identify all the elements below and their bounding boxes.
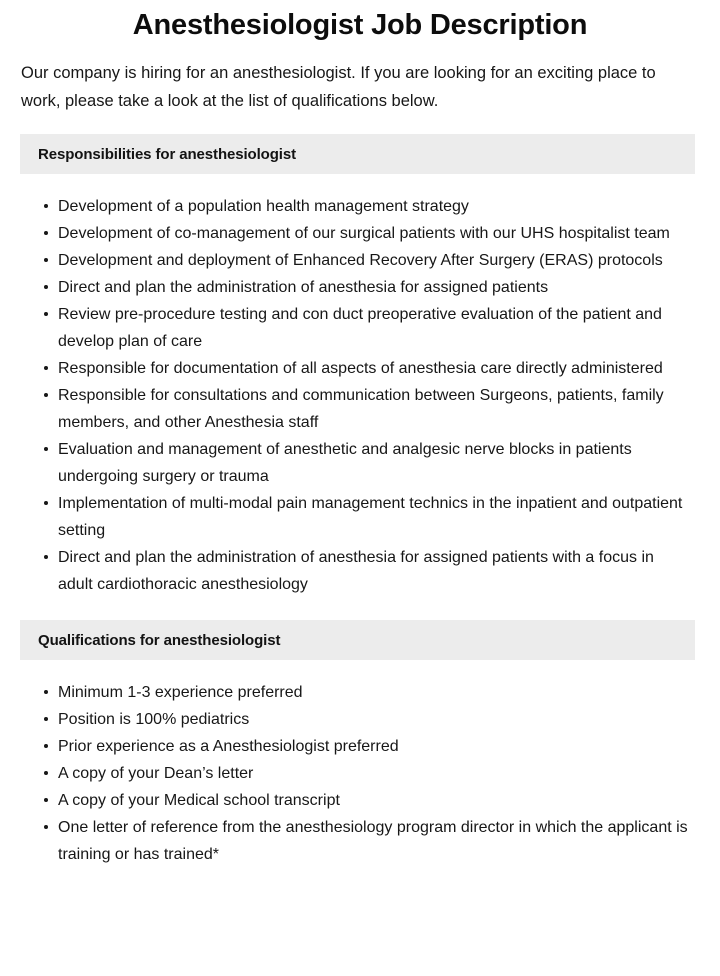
list-item-text: Minimum 1-3 experience preferred xyxy=(58,684,303,701)
list-item-text: Development of co-management of our surgical patients with our UHS hospitalist team xyxy=(58,225,670,242)
disc-bullet-icon xyxy=(44,285,48,289)
disc-bullet-icon xyxy=(44,231,48,235)
list-item-text: Prior experience as a Anesthesiologist preferred xyxy=(58,738,399,755)
list-item xyxy=(0,706,720,733)
page-title: Anesthesiologist Job Description xyxy=(132,9,588,41)
disc-bullet-icon xyxy=(44,501,48,505)
section-header-responsibilities xyxy=(20,134,695,174)
section-header-label: Qualifications for anesthesiologist xyxy=(38,631,281,649)
list-item xyxy=(0,274,720,301)
list-item xyxy=(0,193,720,220)
list-item-text: Responsible for documentation of all aspects of anesthesia care directly administered xyxy=(58,360,663,377)
intro-paragraph: Our company is hiring for an anesthesiologist. If you are looking for an exciting place to work, please take a look at the list of qualifications below. xyxy=(21,64,656,110)
disc-bullet-icon xyxy=(44,312,48,316)
section-header-qualifications xyxy=(20,620,695,660)
list-item xyxy=(0,787,720,814)
list-item-text: Implementation of multi-modal pain management technics in the inpatient and outpatient setting xyxy=(58,495,683,539)
list-item xyxy=(0,436,720,490)
list-item xyxy=(0,301,720,355)
list-item xyxy=(0,220,720,247)
list-item-text: Direct and plan the administration of anesthesia for assigned patients xyxy=(58,279,549,296)
list-item xyxy=(0,544,720,598)
section-header-label: Responsibilities for anesthesiologist xyxy=(38,145,297,163)
list-item-text: Evaluation and management of anesthetic and analgesic nerve blocks in patients undergoing surgery or trauma xyxy=(58,441,632,485)
disc-bullet-icon xyxy=(44,258,48,262)
section-responsibilities xyxy=(0,134,720,598)
qualifications-list xyxy=(0,660,720,868)
disc-bullet-icon xyxy=(44,717,48,721)
disc-bullet-icon xyxy=(44,690,48,694)
disc-bullet-icon xyxy=(44,825,48,829)
disc-bullet-icon xyxy=(44,366,48,370)
disc-bullet-icon xyxy=(44,447,48,451)
list-item-text: Position is 100% pediatrics xyxy=(58,711,250,728)
list-item-text: Direct and plan the administration of anesthesia for assigned patients with a focus in adult cardiothoracic anesthesiology xyxy=(58,549,654,593)
disc-bullet-icon xyxy=(44,798,48,802)
list-item-text: A copy of your Medical school transcript xyxy=(58,792,340,809)
list-item xyxy=(0,355,720,382)
list-item xyxy=(0,247,720,274)
section-qualifications xyxy=(0,620,720,868)
list-item-text: Responsible for consultations and communication between Surgeons, patients, family members, and other Anesthesia staff xyxy=(58,387,664,431)
list-item xyxy=(0,490,720,544)
list-item xyxy=(0,760,720,787)
list-item-text: A copy of your Dean’s letter xyxy=(58,765,254,782)
list-item-text: One letter of reference from the anesthesiology program director in which the applicant is training or has trained* xyxy=(58,819,688,863)
disc-bullet-icon xyxy=(44,771,48,775)
list-item-text: Development of a population health management strategy xyxy=(58,198,469,215)
responsibilities-list xyxy=(0,174,720,598)
list-item-text: Development and deployment of Enhanced Recovery After Surgery (ERAS) protocols xyxy=(58,252,663,269)
list-item xyxy=(0,814,720,868)
disc-bullet-icon xyxy=(44,204,48,208)
list-item-text: Review pre-procedure testing and con duct preoperative evaluation of the patient and develop plan of care xyxy=(58,306,662,350)
list-item xyxy=(0,679,720,706)
list-item xyxy=(0,733,720,760)
list-item xyxy=(0,382,720,436)
disc-bullet-icon xyxy=(44,555,48,559)
disc-bullet-icon xyxy=(44,744,48,748)
disc-bullet-icon xyxy=(44,393,48,397)
